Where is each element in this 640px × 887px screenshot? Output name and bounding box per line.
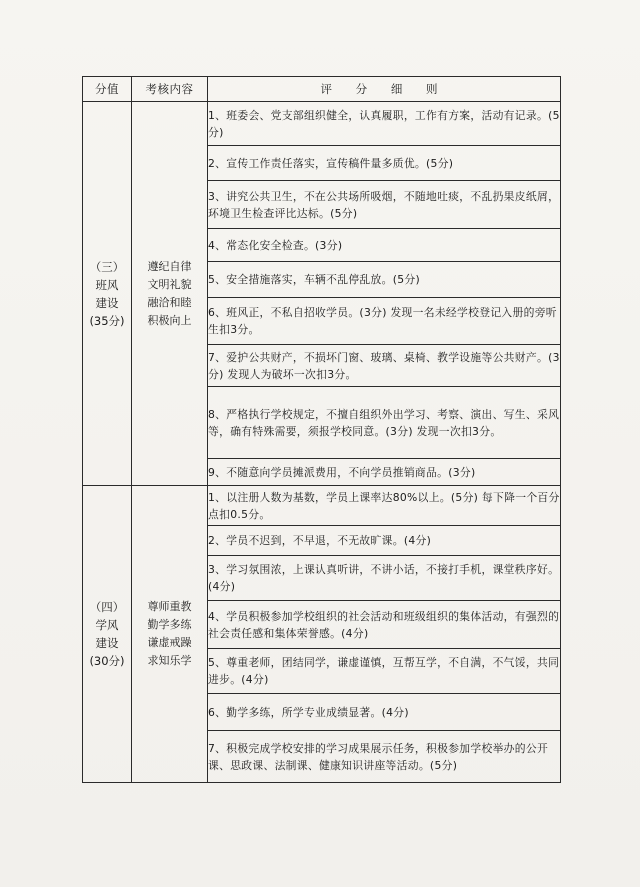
rule-item: 9、不随意向学员摊派费用，不向学员推销商品。(3分) (208, 459, 561, 486)
rule-item: 5、尊重老师，团结同学，谦虚谨慎，互帮互学，不自满，不气馁，共同进步。(4分) (208, 649, 561, 694)
section-3-category (83, 102, 132, 486)
category-line: 建设 (95, 636, 119, 650)
table-row (83, 486, 561, 526)
rule-item: 4、学员积极参加学校组织的社会活动和班级组织的集体活动，有强烈的社会责任感和集体荣誉感。(4分) (208, 601, 561, 649)
table-header-row (83, 77, 561, 102)
content-line: 谦虚戒躁 (147, 636, 192, 649)
rule-item: 2、学员不迟到，不早退，不无故旷课。(4分) (208, 526, 561, 556)
content-line: 融洽和睦 (147, 295, 192, 309)
content-line: 求知乐学 (147, 654, 192, 667)
scoring-table (82, 76, 561, 783)
content-line: 遵纪自律 (147, 259, 192, 273)
category-line: (30分) (89, 654, 125, 668)
section-4-content (132, 486, 208, 783)
header-content: 考核内容 (132, 77, 208, 102)
rule-item: 6、班风正，不私自招收学员。(3分) 发现一名未经学校登记入册的旁听生扣3分。 (208, 298, 561, 345)
header-score: 分值 (83, 77, 132, 102)
category-line: (35分) (89, 313, 125, 328)
section-3-content (132, 102, 208, 486)
rule-item: 7、积极完成学校安排的学习成果展示任务，积极参加学校举办的公开课、思政课、法制课、健康知识讲座等活动。(5分) (208, 731, 561, 783)
rule-item: 5、安全措施落实，车辆不乱停乱放。(5分) (208, 262, 561, 298)
content-line: 文明礼貌 (147, 277, 192, 291)
rule-item: 3、学习氛围浓，上课认真听讲，不讲小话，不接打手机，课堂秩序好。(4分) (208, 556, 561, 601)
table-row (83, 102, 561, 146)
content-line: 积极向上 (147, 313, 192, 327)
header-detail: 评 分 细 则 (208, 77, 561, 102)
rule-item: 7、爱护公共财产，不损坏门窗、玻璃、桌椅、教学设施等公共财产。(3分) 发现人为破坏一次扣3分。 (208, 345, 561, 387)
category-line: （三） (89, 259, 125, 274)
rule-item: 1、班委会、党支部组织健全，认真履职，工作有方案，活动有记录。(5分) (208, 102, 561, 146)
rule-item: 1、以注册人数为基数，学员上课率达80%以上。(5分) 每下降一个百分点扣0.5分。 (208, 486, 561, 526)
section-4-category (83, 486, 132, 783)
rule-item: 6、勤学多练，所学专业成绩显著。(4分) (208, 694, 561, 731)
rule-item: 3、讲究公共卫生，不在公共场所吸烟，不随地吐痰，不乱扔果皮纸屑，环境卫生检查评比达标。(5分) (208, 181, 561, 229)
rule-item: 8、严格执行学校规定，不擅自组织外出学习、考察、演出、写生、采风等，确有特殊需要，须报学校同意。(3分) 发现一次扣3分。 (208, 387, 561, 459)
category-line: 建设 (95, 295, 119, 310)
category-line: 学风 (95, 618, 119, 632)
category-line: （四） (89, 600, 125, 614)
content-line: 勤学多练 (147, 618, 192, 631)
content-line: 尊师重教 (147, 600, 192, 613)
rule-item: 2、宣传工作责任落实，宣传稿件量多质优。(5分) (208, 146, 561, 181)
category-line: 班风 (95, 277, 119, 292)
rule-item: 4、常态化安全检查。(3分) (208, 229, 561, 262)
